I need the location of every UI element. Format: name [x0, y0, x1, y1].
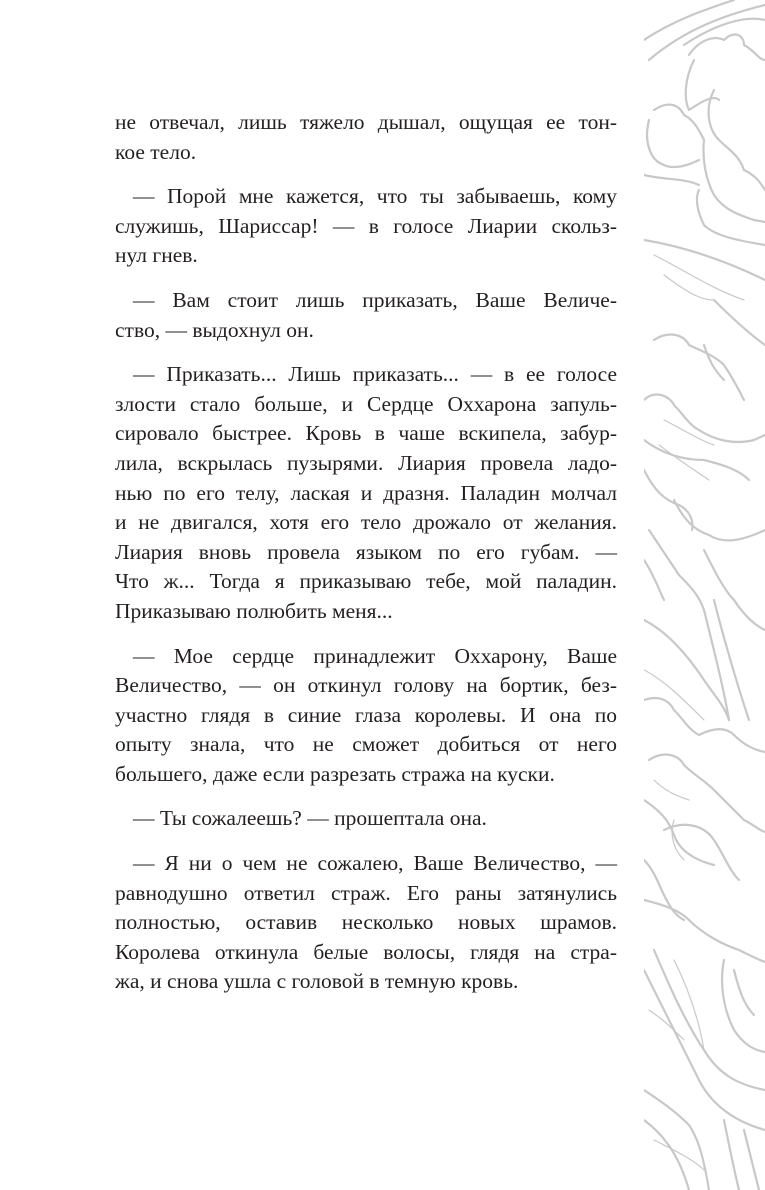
text-line: — Вам стоит лишь приказать, Ваше Величе- [133, 287, 617, 312]
text-line: Что ж... Тогда я приказываю тебе, мой паладин. [115, 569, 617, 594]
body-text [115, 108, 617, 1012]
text-line: большего, даже если разрезать стража на куски. [115, 761, 555, 786]
text-line: служишь, Шариссар! — в голосе Лиарии скольз- [115, 213, 617, 238]
text-line: не отвечал, лишь тяжело дышал, ощущая ее тон- [115, 110, 617, 134]
text-line: Королева откинула белые волосы, глядя на стра- [115, 939, 617, 964]
text-line: — Я ни о чем не сожалею, Ваше Величество, — [133, 851, 617, 876]
text-line: жа, и снова ушла с головой в темную кровь. [115, 969, 519, 994]
text-line: — Приказать... Лишь приказать... — в ее голосе [133, 362, 617, 387]
text-line: и не двигался, хотя его тело дрожало от желания. [115, 510, 617, 535]
text-line: — Порой мне кажется, что ты забываешь, кому [133, 184, 617, 209]
paragraph-1 [115, 108, 617, 167]
paragraph-2 [115, 182, 617, 271]
text-line: лила, вскрылась пузырями. Лиария провела ладо- [115, 450, 617, 475]
paragraph-4 [115, 360, 617, 626]
text-line: ство, — выдохнул он. [115, 317, 314, 342]
text-line: участно глядя в синие глаза королевы. И она по [115, 702, 617, 727]
text-line: Величество, — он откинул голову на бортик, без- [115, 673, 617, 698]
text-line: полностью, оставив несколько новых шрамов. [115, 910, 617, 935]
text-line: сировало быстрее. Кровь в чаше вскипела, забур- [115, 421, 617, 446]
paragraph-5 [115, 642, 617, 790]
floral-ornament-icon [644, 0, 765, 1190]
text-line: нул гнев. [115, 243, 198, 268]
text-line: опыту знала, что не сможет добиться от него [115, 732, 617, 757]
paragraph-7 [115, 849, 617, 997]
text-line: кое тело. [115, 139, 197, 164]
text-line: — Ты сожалеешь? — прошептала она. [133, 806, 487, 831]
text-line: нью по его телу, лаская и дразня. Паладин молчал [115, 480, 617, 505]
paragraph-3 [115, 286, 617, 345]
text-line: Лиария вновь провела языком по его губам. — [115, 539, 617, 564]
text-line: Приказываю полюбить меня... [115, 598, 393, 623]
text-line: равнодушно ответил страж. Его раны затянулись [115, 880, 617, 905]
text-line: — Мое сердце принадлежит Оххарону, Ваше [133, 643, 617, 668]
text-line: злости стало больше, и Сердце Оххарона запуль- [115, 391, 617, 416]
paragraph-6 [115, 804, 617, 834]
